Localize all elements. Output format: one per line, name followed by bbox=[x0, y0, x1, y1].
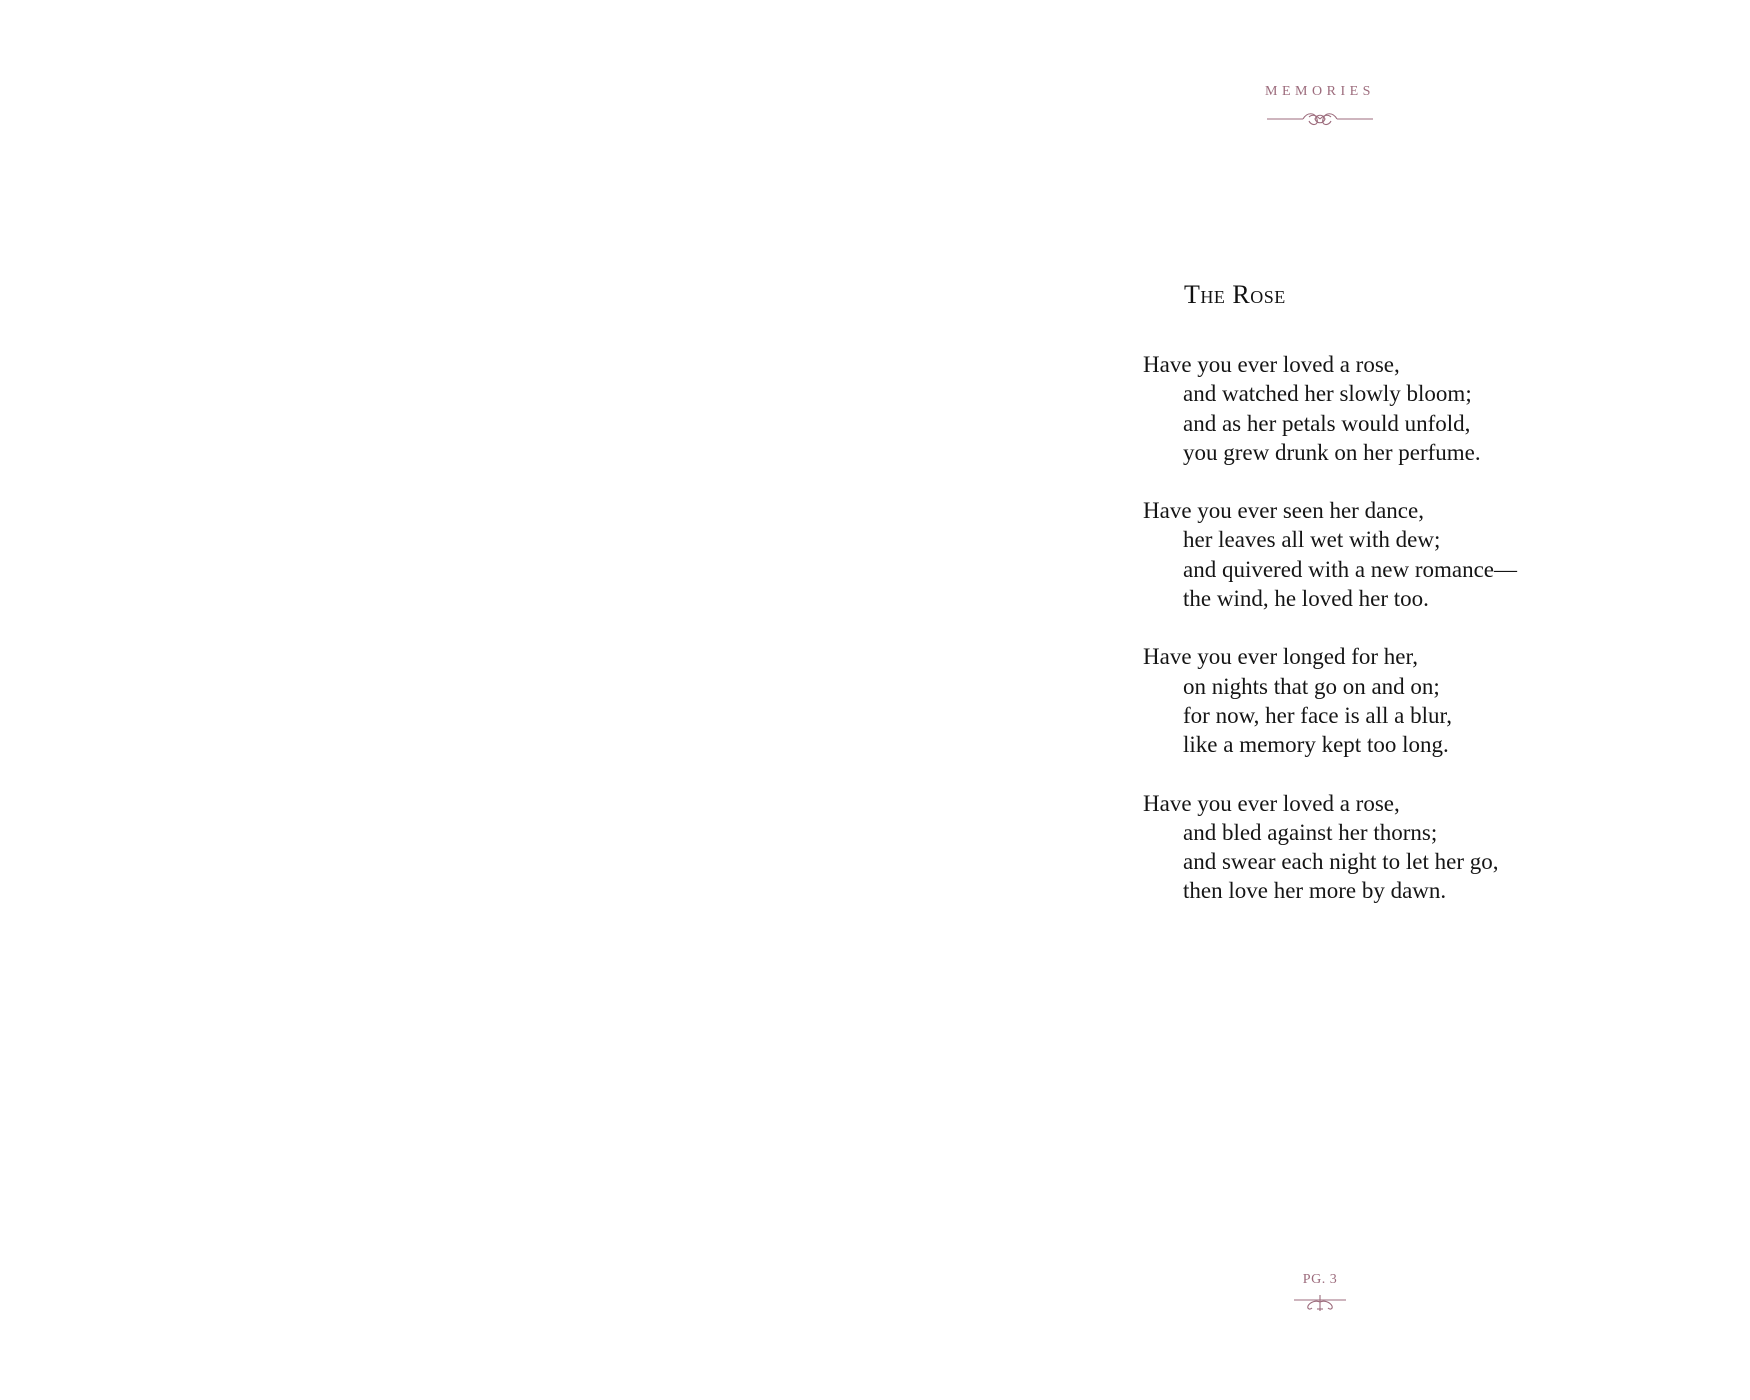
stanza bbox=[1143, 789, 1603, 906]
poem-line: and quivered with a new romance— bbox=[1183, 556, 1518, 582]
poem-line: like a memory kept too long. bbox=[1183, 732, 1449, 758]
poem-line: Have you ever loved a rose, bbox=[1143, 352, 1400, 377]
poem-line: her leaves all wet with dew; bbox=[1183, 527, 1441, 553]
running-head: MEMORIES bbox=[1265, 84, 1375, 99]
stanza bbox=[1143, 350, 1603, 467]
poem-line: and watched her slowly bloom; bbox=[1183, 381, 1472, 407]
poem-line: Have you ever seen her dance, bbox=[1143, 498, 1424, 524]
poem-line: and swear each night to let her go, bbox=[1183, 849, 1499, 875]
poem-line: the wind, he loved her too. bbox=[1183, 586, 1429, 612]
scroll-flourish-icon bbox=[1265, 108, 1375, 130]
poem-line: and as her petals would unfold, bbox=[1183, 410, 1471, 436]
poem-line: on nights that go on and on; bbox=[1183, 673, 1440, 699]
stanza bbox=[1143, 642, 1603, 759]
poem-line: and bled against her thorns; bbox=[1183, 819, 1438, 845]
poem-line: then love her more by dawn. bbox=[1183, 878, 1447, 904]
poem-line: for now, her face is all a blur, bbox=[1183, 702, 1453, 728]
poem-title: The Rose bbox=[1184, 280, 1286, 309]
page-number: PG. 3 bbox=[1302, 1272, 1338, 1287]
poem-line: Have you ever longed for her, bbox=[1143, 644, 1418, 670]
poem-line: you grew drunk on her perfume. bbox=[1183, 439, 1481, 465]
poem-line: Have you ever loved a rose, bbox=[1143, 790, 1400, 816]
poem-body bbox=[1143, 350, 1603, 935]
stanza bbox=[1143, 496, 1603, 613]
fleuron-icon bbox=[1290, 1292, 1350, 1314]
